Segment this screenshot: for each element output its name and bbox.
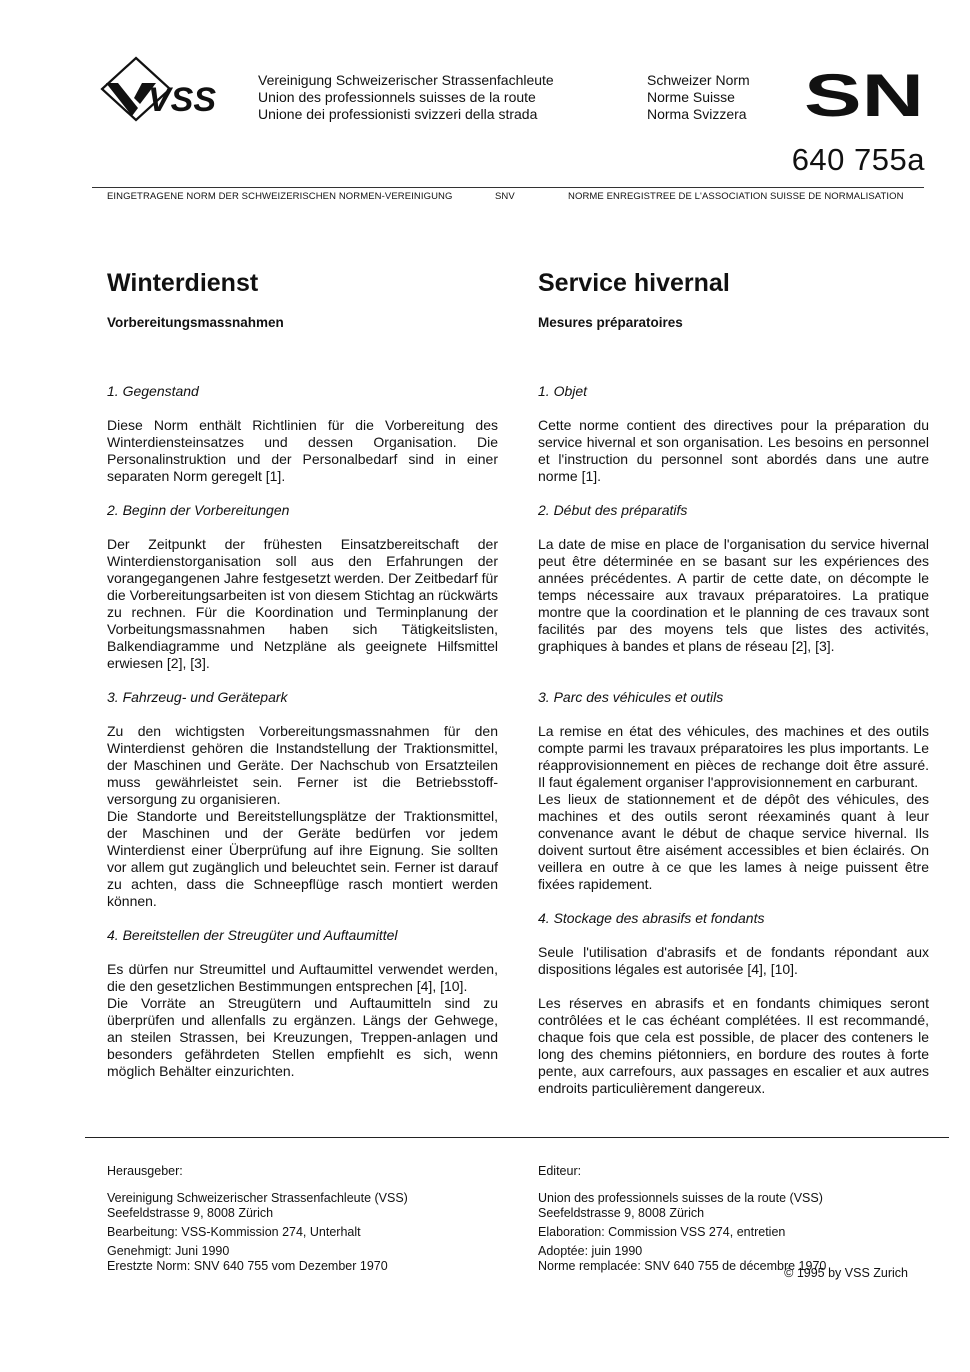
subtitle-fr: Mesures préparatoires <box>538 315 683 330</box>
publisher-label-de: Herausgeber: <box>107 1164 183 1178</box>
german-column <box>107 266 498 1080</box>
registration-strip-snv: SNV <box>495 191 515 202</box>
section-2-heading-de: 2. Beginn der Vorbereitungen <box>107 502 290 518</box>
section-3-heading-de: 3. Fahrzeug- und Gerätepark <box>107 689 288 705</box>
section-2-text-de: Der Zeitpunkt der frühesten Einsatzbereitschaft der Winterdienstorganisation soll aus den Erfahrungen der vorangegangenen Jahre festgesetzt werden. Der Zeitbedarf für die Vorbereitungsarbeiten ist von diesem Stichtag an rückwärts zu rechnen. Für die Koordination und Terminplanung der Vorbeitungsmassnahmen haben sich Tätigkeitslisten, Balkendiagramme und Netzpläne als geeignete Hilfsmittel erwiesen [2], [3]. <box>107 536 498 671</box>
section-2-heading-fr: 2. Début des préparatifs <box>538 502 688 518</box>
section-4-text2-de: Die Vorräte an Streugütern und Auftaumitteln sind zu überprüfen und allenfalls zu ergänzen. Längs der Gehwege, an steilen Strassen, bei Kreuzungen, Treppen-anlagen und besonders gefährdeten Stellen empfiehlt es sich, wenn möglich Behälter einzurichten. <box>107 995 498 1079</box>
section-3-heading-fr: 3. Parc des véhicules et outils <box>538 689 724 705</box>
sn-logo-text: SN <box>804 68 924 120</box>
footer-rule <box>85 1137 949 1138</box>
publisher-name-de: Vereinigung Schweizerischer Strassenfachleute (VSS) <box>107 1191 408 1205</box>
section-4-text-fr: Seule l'utilisation d'abrasifs et de fondants répondant aux dispositions légales est autorisée [4], [10]. <box>538 944 929 977</box>
publisher-lines <box>258 72 554 123</box>
norm-line-fr: Norme Suisse <box>647 89 735 105</box>
replaced-norm-de: Erestzte Norm: SNV 640 755 vom Dezember 1970 <box>107 1259 388 1273</box>
approved-de: Genehmigt: Juni 1990 <box>107 1244 230 1258</box>
section-3-text2-fr: Les lieux de stationnement et de dépôt des véhicules, des machines et des outils seront réexaminés quant à leur convenance avant le début de chaque service hivernal. Ils doivent surtout être aisément accessibles et bien éclairés. On veillera en outre à ce que les lames à neige puissent être fixées rapidement. <box>538 791 929 892</box>
publisher-line-de: Vereinigung Schweizerischer Strassenfachleute <box>258 72 554 88</box>
registration-strip-fr: NORME ENREGISTREE DE L'ASSOCIATION SUISSE DE NORMALISATION <box>568 191 904 202</box>
section-1-text-de: Diese Norm enthält Richtlinien für die Vorbereitung des Winterdiensteinsatzes und dessen Organisation. Die Personalinstruktion und der Personalbedarf sind in einer separaten Norm geregelt [1]. <box>107 417 498 484</box>
section-4-text2-fr: Les réserves en abrasifs et en fondants chimiques seront contrôlées et le cas échéant complétées. Il est recommandé, chaque fois que cela est possible, de placer des conteners le long des chemins piétonniers, en bordure des routes à forte pente, aux carrefours, aux passages en escalier et aux autres endroits particulièrement dangereux. <box>538 995 929 1096</box>
section-1-heading-de: 1. Gegenstand <box>107 383 199 399</box>
header-rule <box>92 187 924 188</box>
section-2-text-fr: La date de mise en place de l'organisation du service hivernal peut être déterminée en se basant sur les expériences des années précédentes. A partir de cette date, on décompte le temps nécessaire aux travaux préparatoires. La pratique montre que la coordination et le planning de ces travaux sont facilités par des moyens tels que listes des activités, graphiques à bandes et plans de réseau [2], [3]. <box>538 536 929 654</box>
editing-de: Bearbeitung: VSS-Kommission 274, Unterhalt <box>107 1225 361 1239</box>
vss-logo-text: VSS <box>148 81 217 119</box>
publisher-address-fr: Seefeldstrasse 9, 8008 Zürich <box>538 1206 705 1220</box>
publisher-address-de: Seefeldstrasse 9, 8008 Zürich <box>107 1206 274 1220</box>
approved-fr: Adoptée: juin 1990 <box>538 1244 643 1258</box>
document-number: 640 755a <box>791 142 925 177</box>
section-3-text-fr: La remise en état des véhicules, des machines et des outils compte parmi les travaux préparatoires les plus importants. Le réapprovisionnement en pièces de rechange doit être assuré. Il faut également organiser l'approvisionnement en carburant. <box>538 723 929 790</box>
vss-logo <box>100 56 245 122</box>
title-fr: Service hivernal <box>538 269 730 297</box>
sn-logo <box>804 68 926 120</box>
norm-line-it: Norma Svizzera <box>647 106 747 122</box>
editing-fr: Elaboration: Commission VSS 274, entretien <box>538 1225 786 1239</box>
section-4-text-de: Es dürfen nur Streumittel und Auftaumittel verwendet werden, die den gesetzlichen Bestimmungen entsprechen [4], [10]. <box>107 961 498 994</box>
section-1-text-fr: Cette norme contient des directives pour la préparation du service hivernal et son organisation. Les besoins en personnel et l'instruction du personnel sont abordés dans une autre norme [1]. <box>538 417 929 484</box>
publisher-line-fr: Union des professionnels suisses de la route <box>258 89 536 105</box>
norm-type-lines <box>647 72 750 123</box>
section-4-heading-de: 4. Bereitstellen der Streugüter und Auftaumittel <box>107 927 398 943</box>
footer-fr <box>538 1164 938 1274</box>
replaced-norm-fr: Norme remplacée: SNV 640 755 de décembre 1970 <box>538 1259 827 1273</box>
norm-line-de: Schweizer Norm <box>647 72 750 88</box>
publisher-line-it: Unione dei professionisti svizzeri della strada <box>258 106 538 122</box>
subtitle-de: Vorbereitungsmassnahmen <box>107 315 284 330</box>
section-3-text-de: Zu den wichtigsten Vorbereitungsmassnahmen für den Winterdienst gehören die Instandstellung der Traktionsmittel, der Maschinen und Geräte. Der Nachschub von Ersatzteilen muss gewährleistet sein. Ferner ist die Betriebsstoff-versorgung zu organisieren. <box>107 723 498 807</box>
publisher-label-fr: Editeur: <box>538 1164 582 1178</box>
title-de: Winterdienst <box>107 269 259 297</box>
footer-de <box>107 1164 507 1274</box>
section-3-text2-de: Die Standorte und Bereitstellungsplätze der Traktionsmittel, der Maschinen und der Geräte bedürfen vor jedem Winterdienst einer Überprüfung auf ihre Eignung. Sie sollten vor allem gut zugänglich und beleuchtet sein. Ferner ist darauf zu achten, dass die Schneepflüge rasch montiert werden können. <box>107 808 498 909</box>
section-1-heading-fr: 1. Objet <box>538 383 588 399</box>
registration-strip-de: EINGETRAGENE NORM DER SCHWEIZERISCHEN NORMEN-VEREINIGUNG <box>107 191 453 202</box>
copyright: © 1995 by VSS Zurich <box>784 1266 908 1280</box>
section-4-heading-fr: 4. Stockage des abrasifs et fondants <box>538 910 765 926</box>
publisher-name-fr: Union des professionnels suisses de la route (VSS) <box>538 1191 823 1205</box>
french-column <box>538 266 929 1097</box>
